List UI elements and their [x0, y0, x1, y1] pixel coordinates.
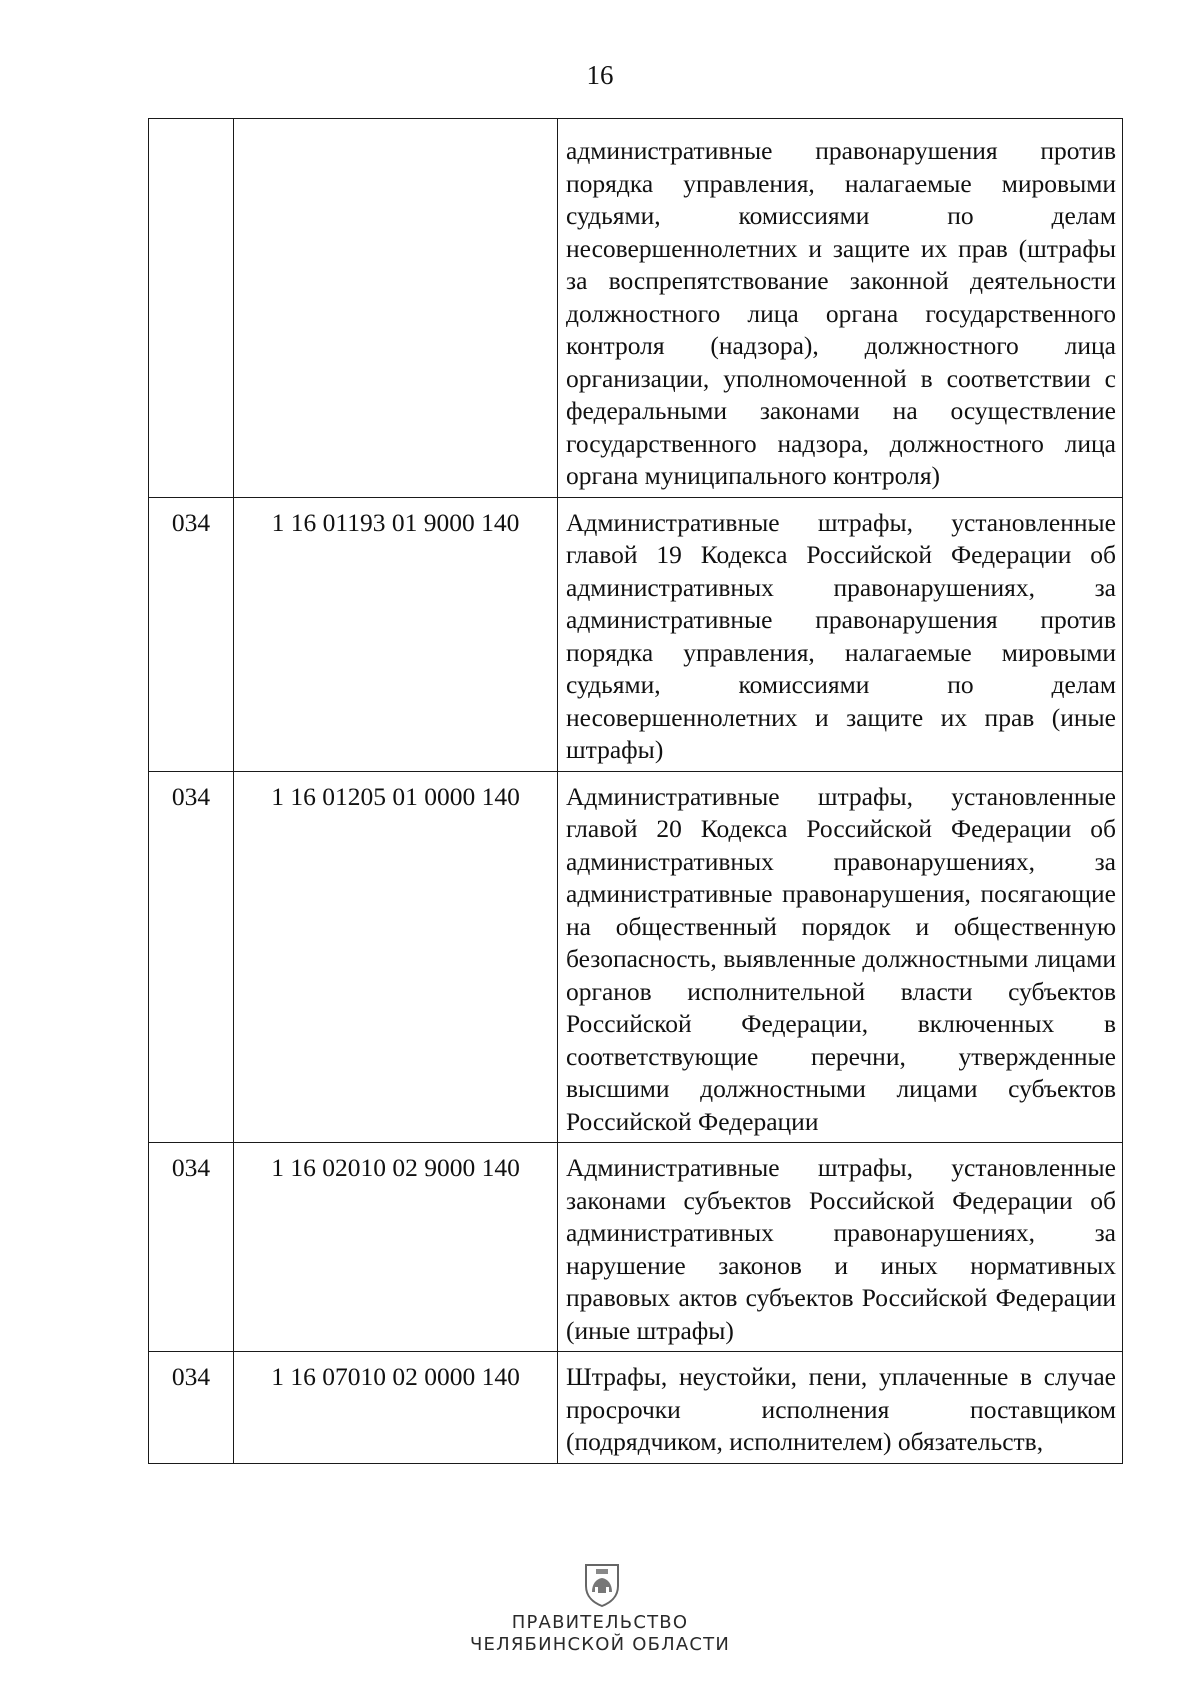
page-number: 16	[586, 60, 614, 90]
budget-code-cell: 1 16 02010 02 9000 140	[234, 1143, 558, 1352]
org-code-cell: 034	[149, 771, 234, 1143]
table-row	[149, 1143, 1123, 1352]
org-code-cell: 034	[149, 1143, 234, 1352]
org-code-cell: 034	[149, 497, 234, 771]
description-cell: Административные штрафы, установленные главой 20 Кодекса Российской Федерации об административных правонарушениях, за административные правонарушения, посягающие на общественный порядок и общественную безопасность, выявленные должностными лицами органов исполнительной власти субъектов Российской Федерации, включенных в соответствующие перечни, утвержденные высшими должностными лицами субъектов Российской Федерации	[558, 771, 1123, 1143]
description-cell: Административные штрафы, установленные законами субъектов Российской Федерации об административных правонарушениях, за нарушение законов и иных нормативных правовых актов субъектов Российской Федерации (иные штрафы)	[558, 1143, 1123, 1352]
org-code-cell	[149, 119, 234, 498]
table-row	[149, 771, 1123, 1143]
stamp-line-1: ПРАВИТЕЛЬСТВО	[511, 1612, 689, 1633]
budget-code-cell: 1 16 01205 01 0000 140	[234, 771, 558, 1143]
description-cell: Административные штрафы, установленные главой 19 Кодекса Российской Федерации об административных правонарушениях, за административные правонарушения против порядка управления, налагаемые мировыми судьями, комиссиями по делам несовершеннолетних и защите их прав (иные штрафы)	[558, 497, 1123, 771]
table-row	[149, 119, 1123, 498]
description-cell: Штрафы, неустойки, пени, уплаченные в случае просрочки исполнения поставщиком (подрядчиком, исполнителем) обязательств,	[558, 1352, 1123, 1464]
government-stamp	[0, 1612, 1200, 1656]
kbk-table	[148, 118, 1123, 1464]
org-code-cell: 034	[149, 1352, 234, 1464]
budget-code-cell	[234, 119, 558, 498]
budget-code-cell: 1 16 01193 01 9000 140	[234, 497, 558, 771]
budget-code-cell: 1 16 07010 02 0000 140	[234, 1352, 558, 1464]
description-cell: административные правонарушения против порядка управления, налагаемые мировыми судьями, комиссиями по делам несовершеннолетних и защите их прав (штрафы за воспрепятствование законной деятельности должностного лица органа государственного контроля (надзора), должностного лица организации, уполномоченной в соответствии с федеральными законами на осуществление государственного надзора, должностного лица органа муниципального контроля)	[558, 119, 1123, 498]
table-row	[149, 1352, 1123, 1464]
stamp-line-2: ЧЕЛЯБИНСКОЙ ОБЛАСТИ	[470, 1634, 730, 1655]
chelyabinsk-emblem-icon	[583, 1562, 621, 1608]
table-row	[149, 497, 1123, 771]
